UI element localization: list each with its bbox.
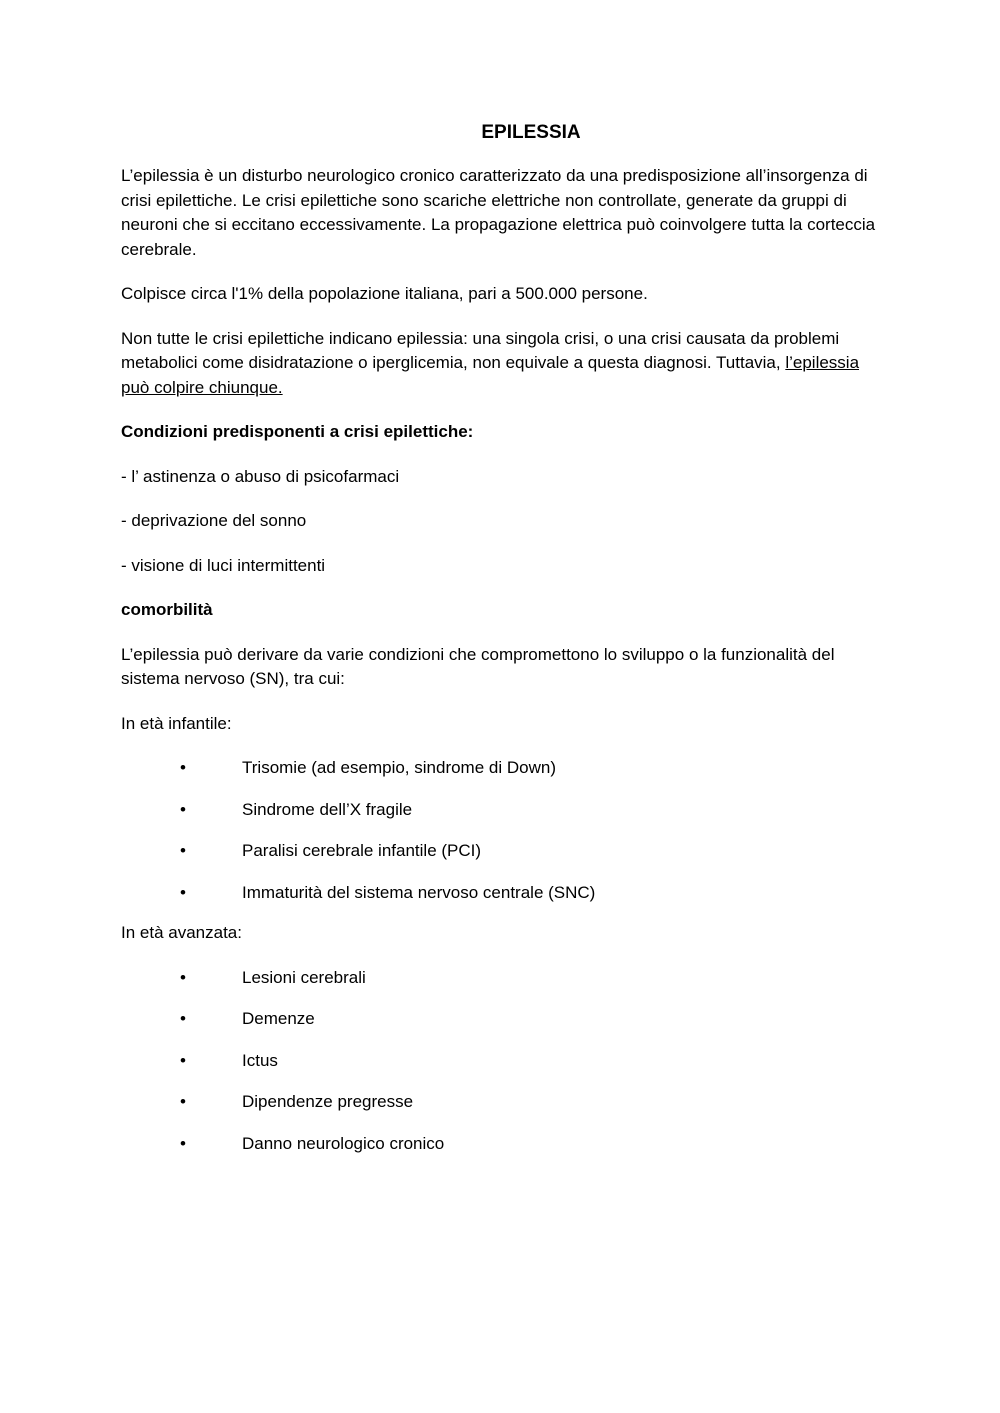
bullet-icon: •	[180, 841, 186, 860]
list-item-text: Lesioni cerebrali	[242, 967, 366, 987]
list-item-text: Paralisi cerebrale infantile (PCI)	[242, 841, 482, 860]
document-title: EPILESSIA	[481, 122, 581, 143]
list-item-text: Sindrome dell’X fragile	[242, 799, 413, 819]
list-item	[121, 1007, 881, 1032]
list-item	[121, 881, 881, 906]
list-item	[121, 966, 881, 991]
list-item-text: Immaturità del sistema nervoso centrale (SNC)	[242, 882, 596, 902]
list-item-text: Dipendenze pregresse	[242, 1092, 414, 1111]
diagnosis-underlined-text: l’epilessia può colpire chiunque.	[121, 353, 860, 397]
list-item-text: Danno neurologico cronico	[242, 1133, 445, 1153]
prevalence-paragraph: Colpisce circa l'1% della popolazione italiana, pari a 500.000 persone.	[121, 284, 648, 303]
list-item	[121, 1090, 881, 1115]
list-item	[121, 798, 881, 823]
condition-item: - l’ astinenza o abuso di psicofarmaci	[121, 466, 400, 486]
diagnosis-text: Non tutte le crisi epilettiche indicano epilessia: una singola crisi, o una crisi causata da problemi metabolici come disidratazione o iperglicemia, non equivale a questa diagnosi. Tuttavia,	[121, 328, 840, 372]
elderly-label: In età avanzata:	[121, 923, 242, 942]
bullet-icon: •	[180, 1050, 186, 1070]
bullet-icon: •	[180, 1009, 186, 1028]
conditions-heading: Condizioni predisponenti a crisi epilettiche:	[121, 422, 474, 441]
list-item	[121, 756, 881, 781]
elderly-list	[121, 966, 881, 1157]
condition-item: - deprivazione del sonno	[121, 511, 307, 530]
list-item-text: Ictus	[242, 1050, 278, 1070]
bullet-icon: •	[180, 967, 186, 987]
list-item	[121, 1049, 881, 1074]
list-item	[121, 839, 881, 864]
bullet-icon: •	[180, 799, 186, 819]
condition-item: - visione di luci intermittenti	[121, 555, 326, 575]
document-content	[121, 118, 881, 1172]
diagnosis-paragraph	[121, 327, 881, 401]
childhood-list	[121, 756, 881, 905]
comorbidity-intro: L’epilessia può derivare da varie condizioni che compromettono lo sviluppo o la funzionalità del sistema nervoso (SN), tra cui:	[121, 644, 835, 688]
list-item-text: Demenze	[242, 1009, 315, 1028]
bullet-icon: •	[180, 758, 186, 777]
list-item-text: Trisomie (ad esempio, sindrome di Down)	[242, 758, 556, 777]
childhood-label: In età infantile:	[121, 713, 232, 733]
list-item	[121, 1132, 881, 1157]
bullet-icon: •	[180, 1133, 186, 1153]
intro-paragraph: L’epilessia è un disturbo neurologico cronico caratterizzato da una predisposizione all’insorgenza di crisi epilettiche. Le crisi epilettiche sono scariche elettriche non controllate, generate da gruppi di neuroni che si eccitano eccessivamente. La propagazione elettrica può coinvolgere tutta la corteccia cerebrale.	[121, 166, 876, 259]
comorbidity-heading: comorbilità	[121, 600, 213, 619]
bullet-icon: •	[180, 1092, 186, 1111]
bullet-icon: •	[180, 882, 186, 902]
